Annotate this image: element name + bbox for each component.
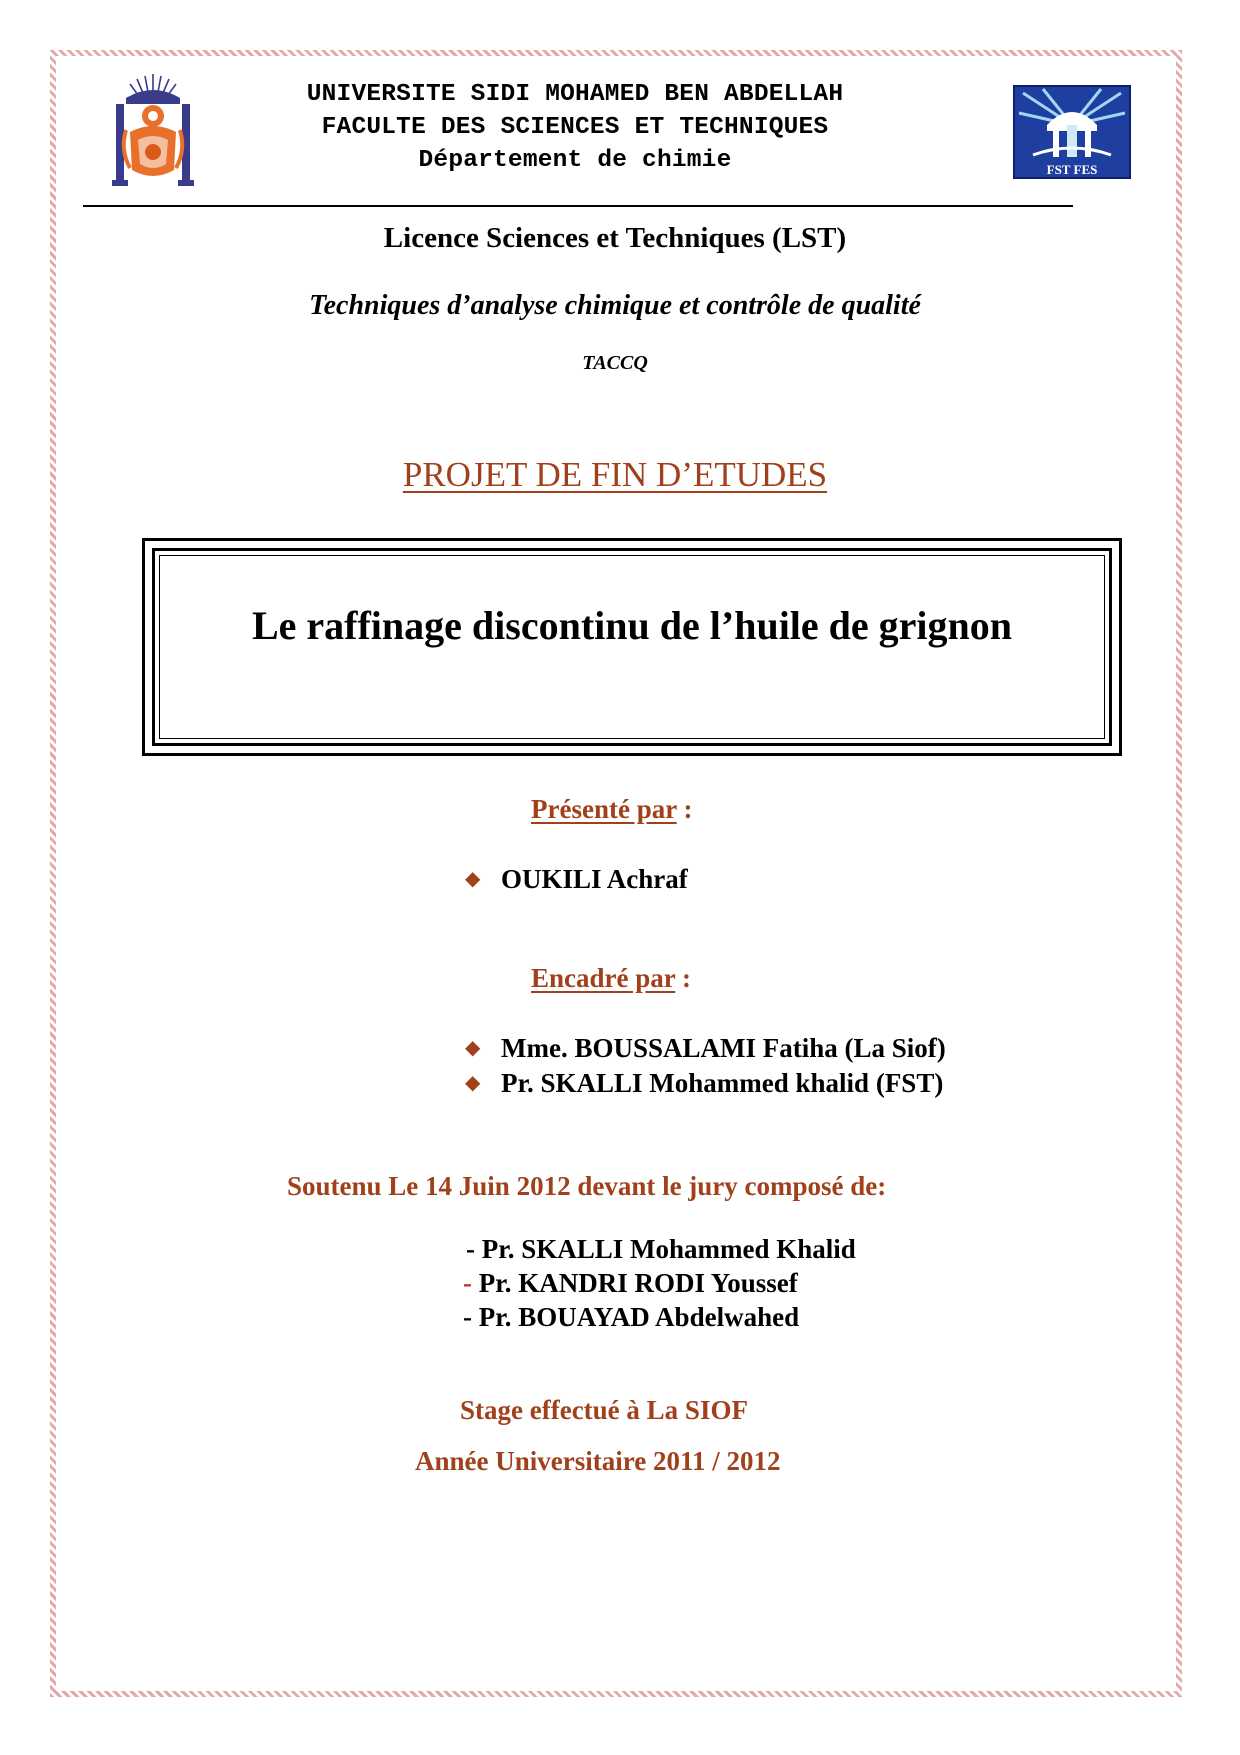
project-title: Le raffinage discontinu de l’huile de grignon (251, 603, 1013, 648)
project-label (60, 455, 1170, 495)
defense-statement: Soutenu Le 14 Juin 2012 devant le jury composé de: (287, 1171, 887, 1201)
jury-member (463, 1302, 799, 1333)
supervised-by-colon: : (675, 963, 692, 993)
jury-name: Pr. SKALLI Mohammed Khalid (481, 1234, 856, 1264)
fst-fes-logo (1013, 85, 1131, 179)
university-name: UNIVERSITE SIDI MOHAMED BEN ABDELLAH (306, 81, 844, 108)
supervised-by-text: Encadré par (531, 963, 676, 993)
supervisor-item (465, 1033, 946, 1064)
fst-fes-logo-text: FST FES (1046, 162, 1098, 177)
university-emblem-logo (108, 70, 198, 188)
jury-member (466, 1234, 856, 1265)
faculty-name: FACULTE DES SCIENCES ET TECHNIQUES (321, 114, 829, 141)
jury-dash: - (466, 1234, 482, 1264)
supervisor-name: Mme. BOUSSALAMI Fatiha (La Siof) (501, 1033, 946, 1063)
internship-location: Stage effectué à La SIOF (460, 1395, 748, 1425)
diamond-bullet-icon: ◆ (465, 1072, 481, 1094)
academic-year: Année Universitaire 2011 / 2012 (415, 1446, 781, 1476)
department-name: Département de chimie (418, 147, 732, 174)
presenter-item (465, 864, 688, 895)
diamond-bullet-icon: ◆ (465, 868, 481, 890)
jury-dash: - (463, 1268, 479, 1298)
diamond-bullet-icon: ◆ (465, 1037, 481, 1059)
degree-title: Licence Sciences et Techniques (LST) (383, 222, 847, 254)
supervisor-item (465, 1068, 943, 1099)
presented-by-colon: : (676, 794, 693, 824)
specialty-title: Techniques d’analyse chimique et contrôle de qualité (309, 290, 921, 321)
institution-header (230, 78, 920, 177)
jury-name: Pr. KANDRI RODI Youssef (478, 1268, 798, 1298)
presented-by-text: Présenté par (531, 794, 677, 824)
project-label-text: PROJET DE FIN D’ETUDES (402, 455, 828, 494)
header-divider (83, 205, 1073, 207)
jury-member (463, 1268, 798, 1299)
supervised-by-label (531, 963, 691, 994)
jury-dash: - (463, 1302, 479, 1332)
jury-name: Pr. BOUAYAD Abdelwahed (478, 1302, 800, 1332)
supervisor-name: Pr. SKALLI Mohammed khalid (FST) (501, 1068, 944, 1098)
specialty-abbreviation: TACCQ (582, 352, 648, 374)
title-box (142, 538, 1122, 756)
presented-by-label (531, 794, 692, 825)
presenter-name: OUKILI Achraf (501, 864, 688, 894)
